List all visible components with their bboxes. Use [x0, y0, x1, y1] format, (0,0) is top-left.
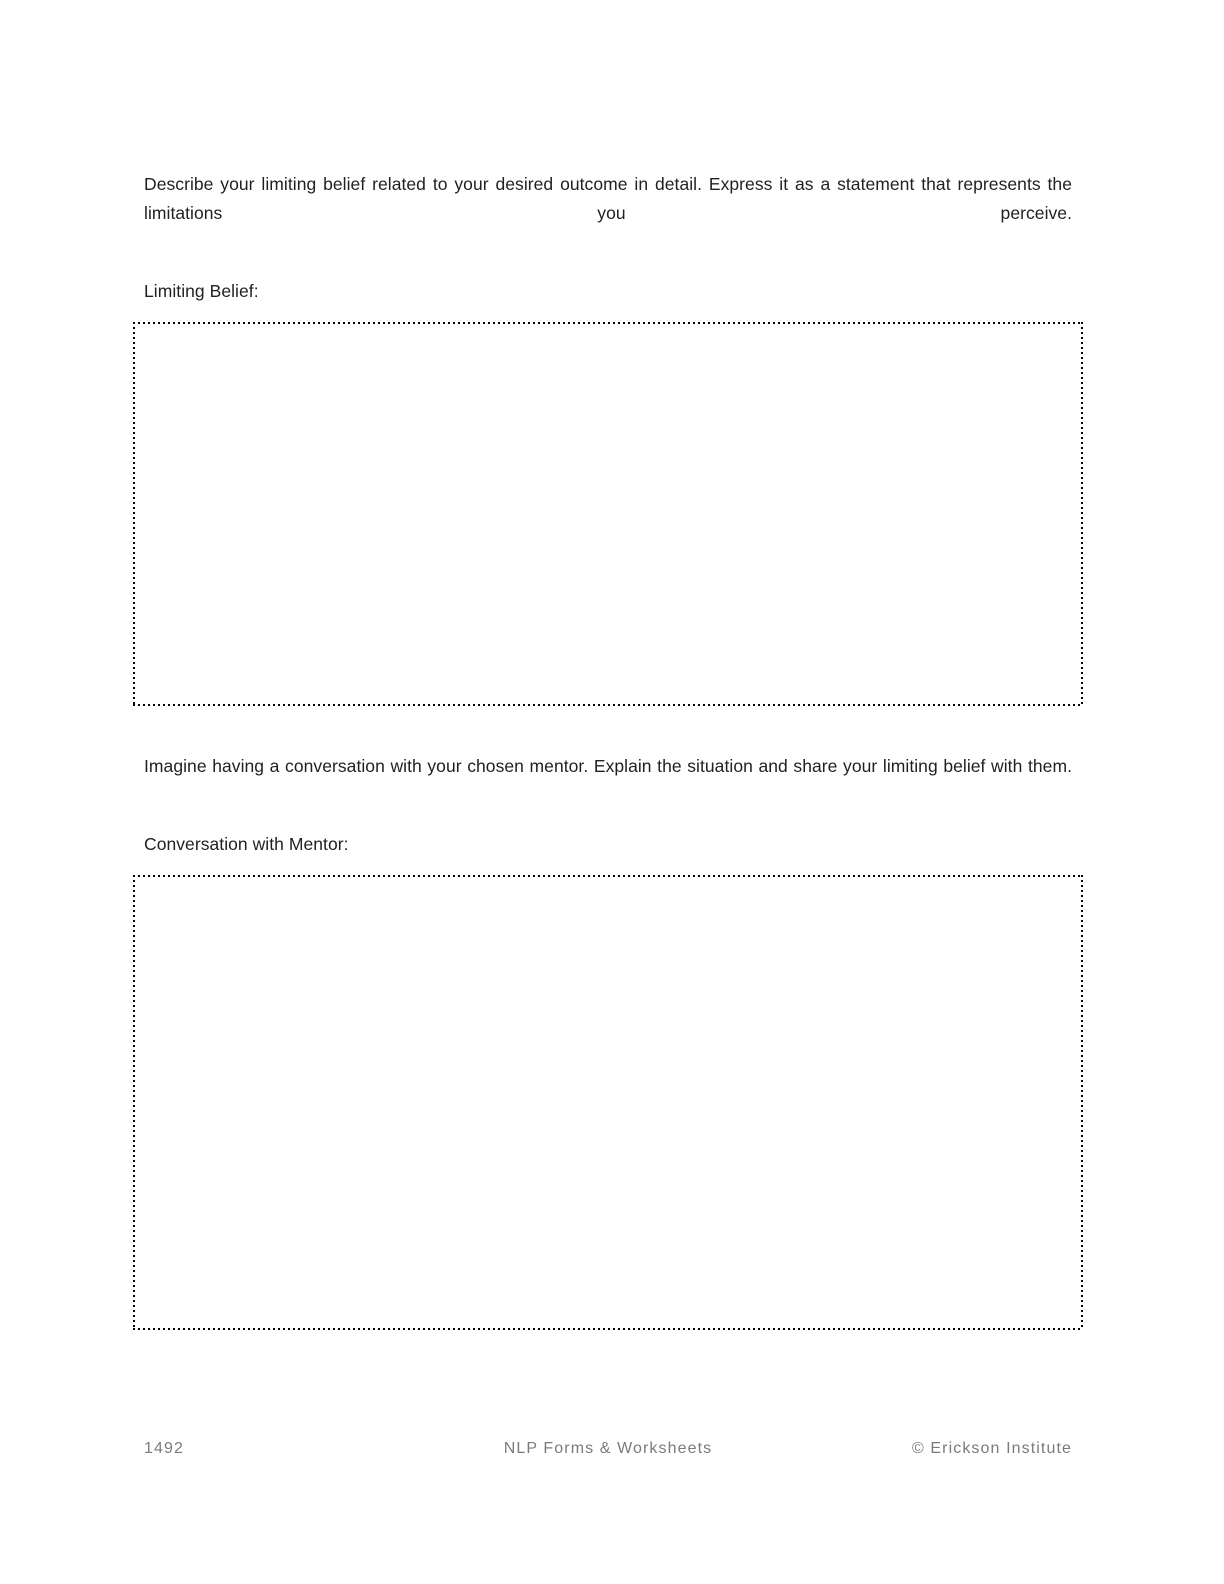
footer-page-number: 1492	[144, 1440, 184, 1457]
spacer	[144, 810, 1072, 830]
dotted-border-bottom	[133, 704, 1083, 706]
spacer	[144, 706, 1072, 752]
dotted-border-right	[1081, 322, 1083, 706]
prompt-mentor-conversation: Imagine having a conversation with your chosen mentor. Explain the situation and share your limiting belief with them.	[144, 756, 1072, 776]
dotted-border-right	[1081, 875, 1083, 1330]
label-limiting-belief: Limiting Belief:	[144, 281, 259, 301]
dotted-border-left	[133, 322, 135, 706]
spacer	[144, 306, 1072, 322]
page-footer	[144, 1437, 1072, 1461]
label-mentor-conversation: Conversation with Mentor:	[144, 834, 349, 854]
spacer	[144, 257, 1072, 277]
dotted-border-bottom	[133, 1328, 1083, 1330]
dotted-border-top	[133, 875, 1083, 877]
limiting-belief-input[interactable]	[133, 322, 1083, 706]
prompt-limiting-belief: Describe your limiting belief related to your desired outcome in detail. Express it as a statement that represents the limitations you perceive.	[144, 174, 1072, 223]
worksheet-content	[144, 170, 1072, 1330]
dotted-border-left	[133, 875, 135, 1330]
footer-copyright: © Erickson Institute	[911, 1440, 1072, 1457]
footer-document-title: NLP Forms & Worksheets	[503, 1440, 713, 1457]
dotted-border-top	[133, 322, 1083, 324]
spacer	[144, 859, 1072, 875]
answer-box-mentor-conversation[interactable]	[133, 875, 1083, 1330]
mentor-conversation-input[interactable]	[133, 875, 1083, 1330]
answer-box-limiting-belief[interactable]	[133, 322, 1083, 706]
